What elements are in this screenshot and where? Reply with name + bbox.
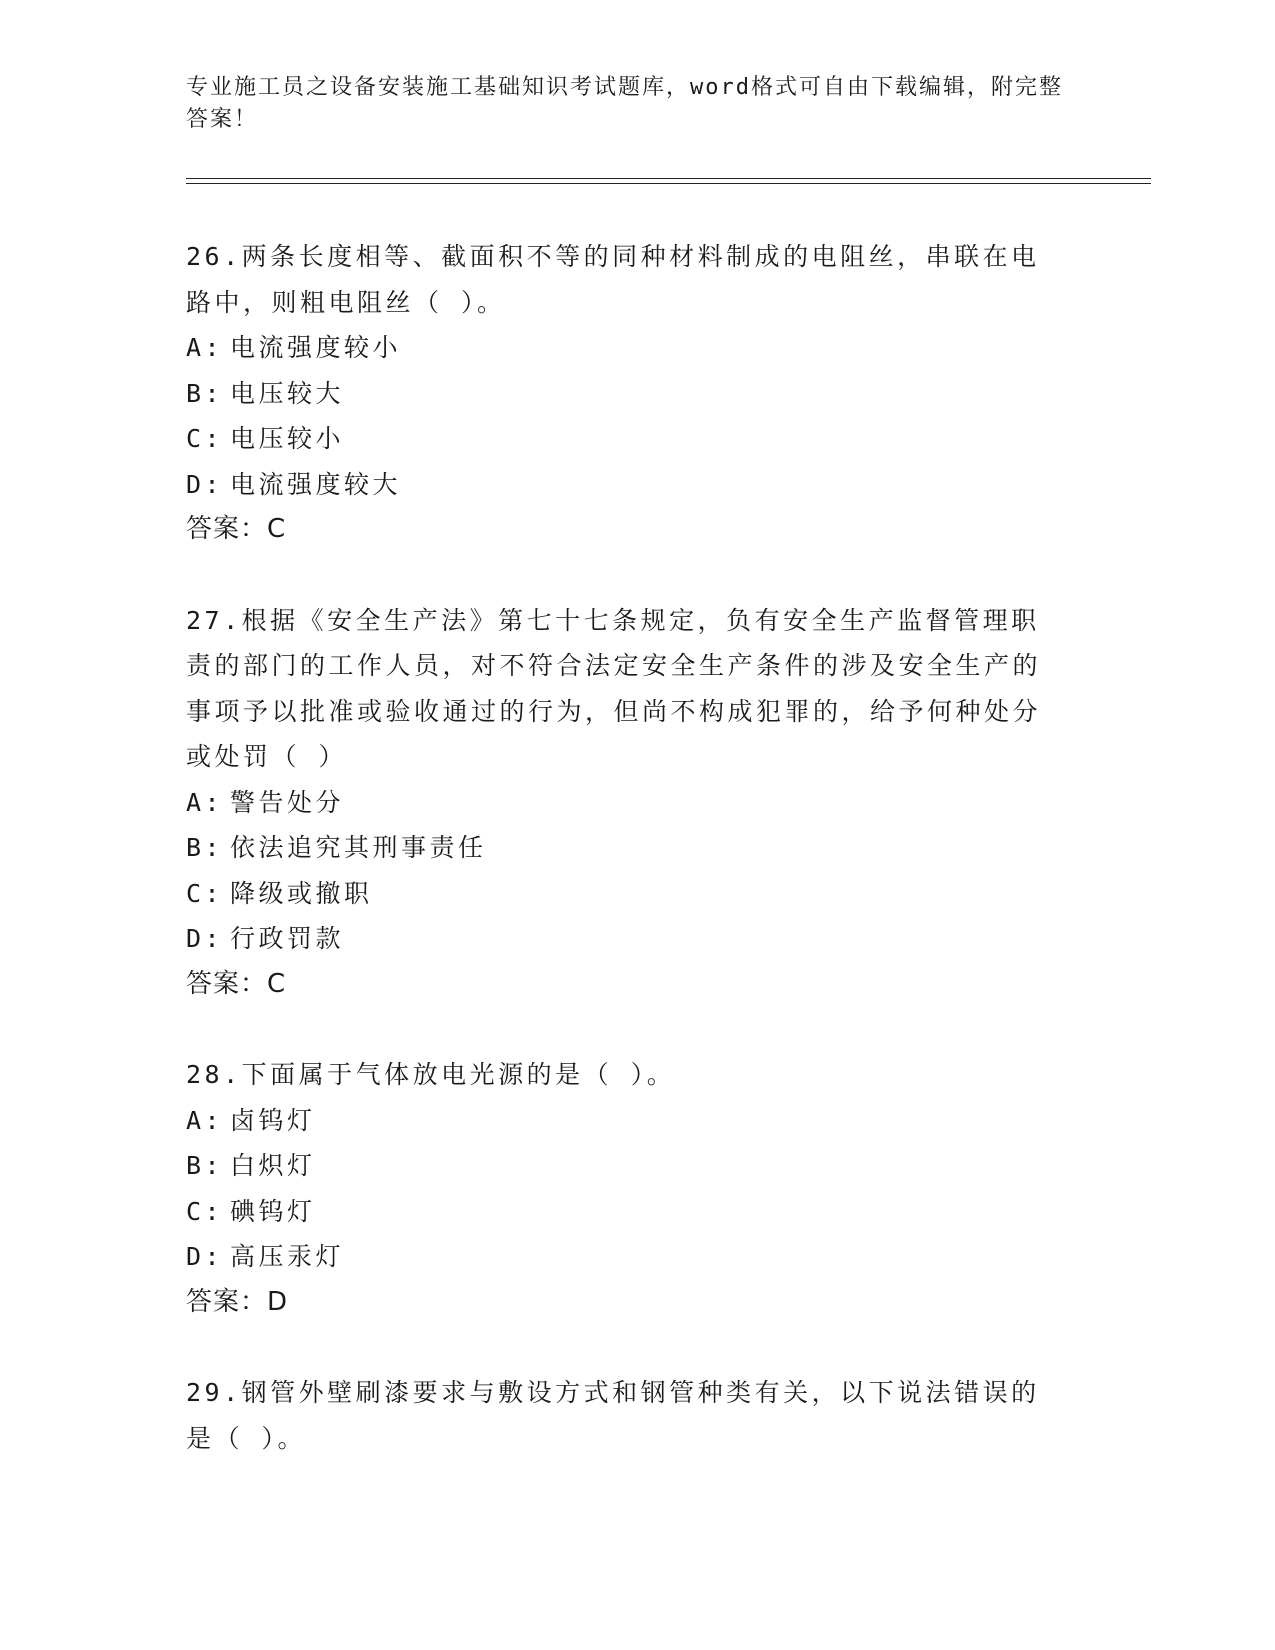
option-text: 白炽灯 xyxy=(230,1151,316,1180)
answer-line: 答案：D xyxy=(186,1286,289,1317)
option-c xyxy=(186,871,1086,917)
option-key: A: xyxy=(186,1105,224,1135)
option-text: 高压汞灯 xyxy=(230,1242,345,1271)
option-key: B: xyxy=(186,1151,224,1180)
document-header: 专业施工员之设备安装施工基础知识考试题库，word格式可自由下载编辑，附完整答案！ xyxy=(186,75,1063,132)
option-text: 依法追究其刑事责任 xyxy=(230,833,487,862)
option-text: 行政罚款 xyxy=(230,924,345,953)
option-key: B: xyxy=(186,833,224,862)
question-stem: 27.根据《安全生产法》第七十七条规定，负有安全生产监督管理职责的部门的工作人员，对不符合法定安全生产条件的涉及安全生产的事项予以批准或验收通过的行为，但尚不构成犯罪的，给予何种处分或处罚（ ） xyxy=(186,605,1042,771)
option-text: 电流强度较小 xyxy=(230,333,402,362)
option-d xyxy=(186,462,1086,508)
option-key: B: xyxy=(186,378,224,408)
option-key: D: xyxy=(186,1242,224,1271)
question-stem: 26.两条长度相等、截面积不等的同种材料制成的电阻丝，串联在电路中，则粗电阻丝（ ）。 xyxy=(186,242,1040,317)
option-key: C: xyxy=(186,1196,224,1226)
option-text: 电流强度较大 xyxy=(230,469,402,499)
option-d xyxy=(186,916,1086,962)
option-text: 降级或撤职 xyxy=(230,878,373,908)
option-text: 电压较小 xyxy=(230,424,345,453)
question-stem: 29.钢管外壁刷漆要求与敷设方式和钢管种类有关，以下说法错误的是（ ）。 xyxy=(186,1378,1040,1453)
option-b xyxy=(186,371,1086,417)
option-b xyxy=(186,1143,1086,1189)
option-c xyxy=(186,1189,1086,1235)
question-27 xyxy=(186,598,1086,1008)
option-a xyxy=(186,325,1086,371)
option-text: 电压较大 xyxy=(230,378,345,408)
question-list xyxy=(186,234,1086,1461)
question-stem: 28.下面属于气体放电光源的是（ ）。 xyxy=(186,1060,676,1089)
spacer xyxy=(186,553,1086,598)
question-28 xyxy=(186,1052,1086,1325)
answer-line: 答案：C xyxy=(186,968,287,999)
option-key: D: xyxy=(186,924,224,953)
option-d xyxy=(186,1234,1086,1280)
header-rule-top xyxy=(186,178,1151,179)
option-text: 警告处分 xyxy=(230,787,345,817)
option-b xyxy=(186,825,1086,871)
question-29 xyxy=(186,1370,1086,1461)
header-rule-bottom xyxy=(186,183,1151,184)
question-26 xyxy=(186,234,1086,553)
option-key: C: xyxy=(186,878,224,908)
option-text: 碘钨灯 xyxy=(230,1196,316,1226)
spacer xyxy=(186,1007,1086,1052)
option-key: A: xyxy=(186,787,224,817)
spacer xyxy=(186,1325,1086,1370)
option-key: C: xyxy=(186,424,224,453)
option-a xyxy=(186,780,1086,826)
option-c xyxy=(186,416,1086,462)
option-text: 卤钨灯 xyxy=(230,1105,316,1135)
option-key: A: xyxy=(186,333,224,362)
option-key: D: xyxy=(186,469,224,499)
answer-line: 答案：C xyxy=(186,514,287,544)
option-a xyxy=(186,1098,1086,1144)
